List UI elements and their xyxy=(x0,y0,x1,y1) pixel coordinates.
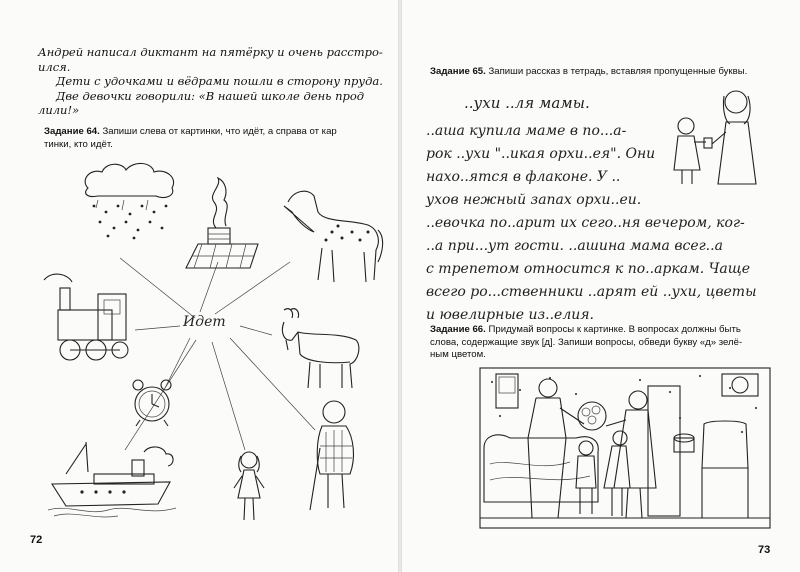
page-number-right: 73 xyxy=(758,544,771,556)
task-65-text: Запиши рассказ в тетрадь, вставляя пропущенные буквы. xyxy=(485,66,748,77)
horse-icon xyxy=(278,182,388,287)
task-64-text: Запиши слева от картинки, что идёт, а справа от кар xyxy=(99,126,337,137)
story-line: с трепетом относится к по..аркам. Чаще xyxy=(426,261,751,277)
story-title: ..ухи ..ля мамы. xyxy=(464,94,590,112)
clock-icon xyxy=(128,376,178,428)
story-line: рок ..ухи "..икая орхи..ея". Они xyxy=(426,146,656,162)
task-66-text-cont: слова, содержащие звук [д]. Запиши вопросы, обведи букву «д» зелё- xyxy=(430,336,743,348)
chimney-icon xyxy=(182,172,262,272)
page-number-left: 72 xyxy=(30,534,43,546)
task-65-label: Задание 65. xyxy=(430,66,486,77)
task-66-label: Задание 66. xyxy=(430,324,486,335)
task-66-text-cont2: ным цветом. xyxy=(430,349,486,360)
left-page xyxy=(0,0,398,572)
snow-cloud-icon xyxy=(78,160,188,240)
sentence-line: Дети с удочками и вёдрами пошли в сторону пруда. xyxy=(56,74,383,88)
task-66 xyxy=(430,324,792,362)
story-line: ..аша купила маме в по...а- xyxy=(426,123,627,139)
story-line: ..евочка по..арит их сего..ня вечером, ког- xyxy=(426,215,745,231)
story-line: ухов нежный запах орхи..еи. xyxy=(426,192,642,208)
old-man-icon xyxy=(306,396,376,516)
story-line: нахо..ятся в флаконе. У .. xyxy=(426,169,621,185)
train-icon xyxy=(38,270,138,365)
task-66-text: Придумай вопросы к картинке. В вопросах должны быть xyxy=(485,324,741,335)
task-64-text-cont: тинки, кто идёт. xyxy=(44,138,113,150)
sentence-line: ился. xyxy=(38,59,71,74)
right-page xyxy=(402,0,800,572)
task-65 xyxy=(430,66,790,79)
center-word: Идет xyxy=(183,314,226,330)
task-64-label: Задание 64. xyxy=(44,126,100,137)
family-scene-icon xyxy=(480,368,780,538)
girl-icon xyxy=(224,446,274,526)
sentence-line: Андрей написал диктант на пятёрку и очень расстро- xyxy=(38,45,383,59)
sentence-line: Две девочки говорили: «В нашей школе день прод xyxy=(56,88,365,103)
story-line: всего ро...ственники ..арят ей ..ухи, цветы xyxy=(426,284,757,300)
story-text-wide xyxy=(426,189,776,327)
story-text xyxy=(426,120,696,189)
ship-icon xyxy=(48,438,178,518)
goat-icon xyxy=(270,302,370,392)
story-line: ..а при...ут гости. ..ашина мама всег..а xyxy=(426,238,723,254)
story-line: и ювелирные из..елия. xyxy=(426,307,594,323)
sentence-line: лили!» xyxy=(38,103,80,117)
